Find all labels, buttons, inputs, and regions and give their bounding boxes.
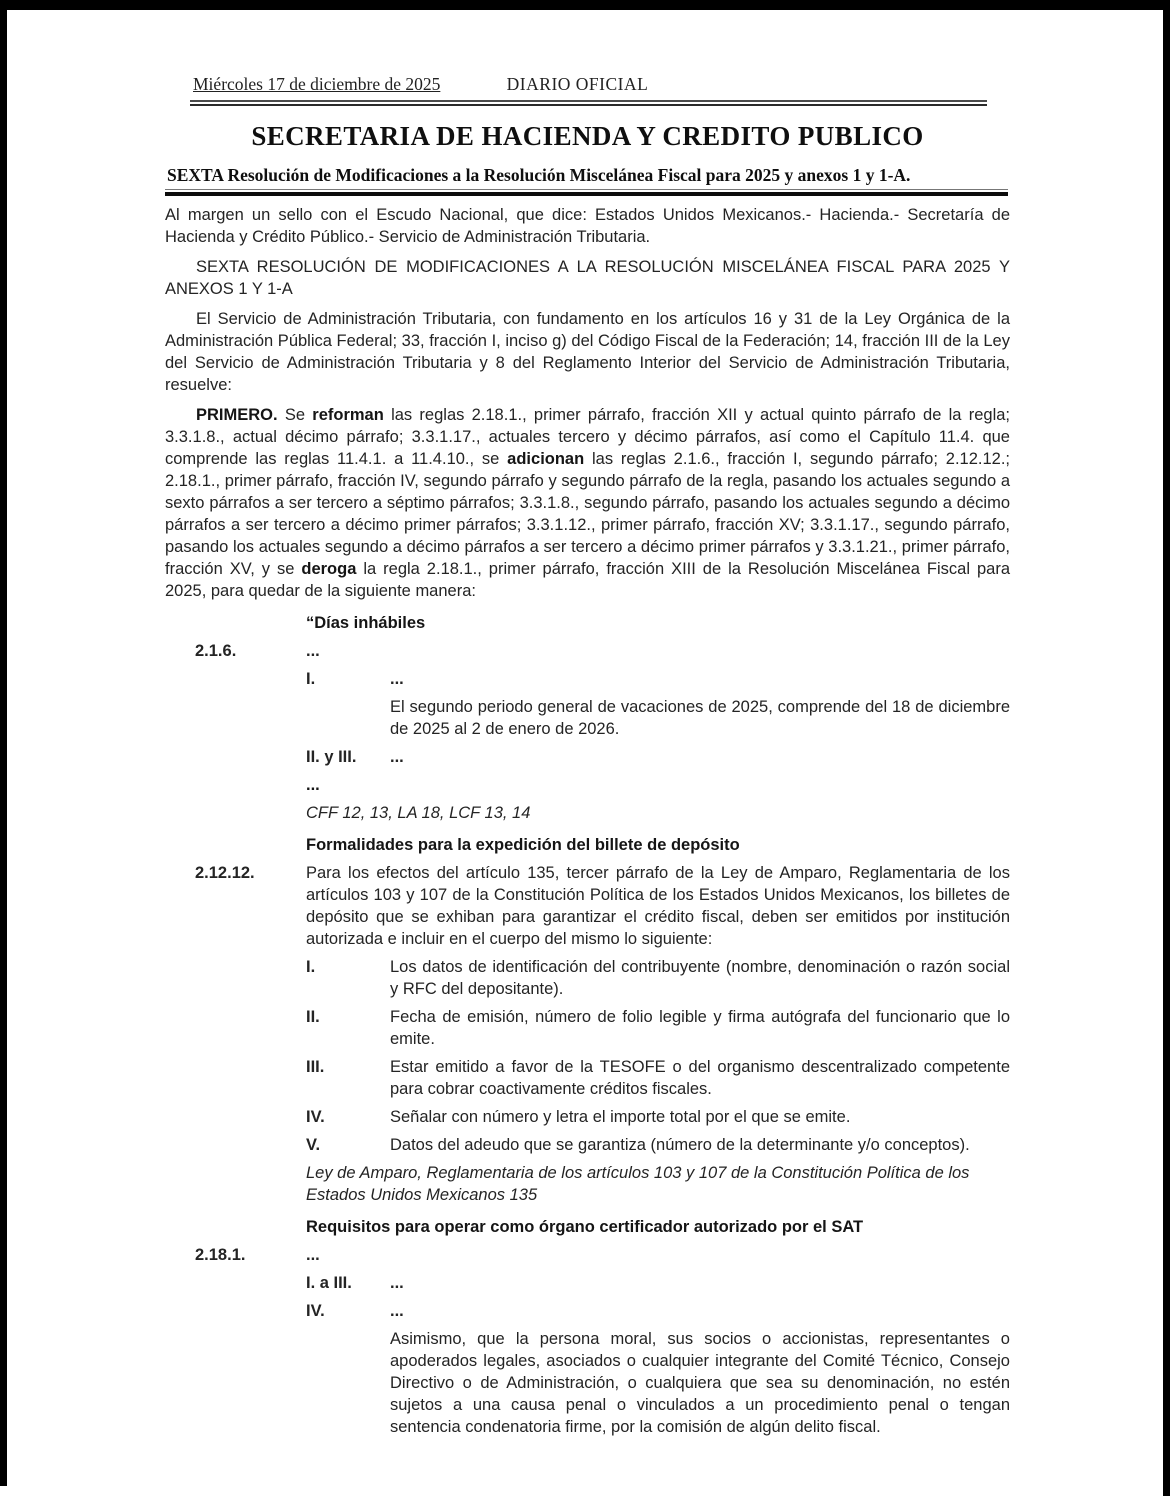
fraction-text: Estar emitido a favor de la TESOFE o del organismo descentralizado competente para cobrar coactivamente créditos fiscales.: [390, 1058, 1010, 1098]
fraction-text: Los datos de identificación del contribuyente (nombre, denominación o razón social y RFC del depositante).: [390, 958, 1010, 998]
text-segment: las reglas 2.18.1., primer párrafo, fracción XII y actual quinto párrafo de la regla; 3.3.1.8., actual décimo párrafo; 3.3.1.17., actuales tercero y décimo párrafos, así como el Capítulo 11.4. que comprende las reglas 11.4.1. a 11.4.10., se: [165, 406, 1010, 468]
vacation-paragraph: El segundo periodo general de vacaciones de 2025, comprende del 18 de diciembre de 2025 al 2 de enero de 2026.: [390, 698, 1010, 738]
fraction-item-row: [195, 1056, 1010, 1100]
rule-row-21212: [195, 862, 1010, 950]
text-segment: la regla 2.18.1., primer párrafo, fracción XIII de la Resolución Miscelánea Fiscal para 2025, para quedar de la siguiente manera:: [165, 560, 1010, 600]
fraction-row-i: [195, 668, 1010, 690]
ellipsis: ...: [390, 1302, 404, 1320]
fraction-label: IV.: [306, 1302, 325, 1320]
fraction-label: I. a III.: [306, 1274, 352, 1292]
legal-ref-row-cff: [195, 802, 1010, 824]
running-header: [165, 74, 1010, 98]
fraction-item-row: [195, 956, 1010, 1000]
page-content: [165, 0, 1010, 1438]
scan-border-right: [1163, 0, 1170, 1496]
fraction-row-i-iii: [195, 1272, 1010, 1294]
fraction-text: Señalar con número y letra el importe total por el que se emite.: [390, 1108, 851, 1126]
fraction-label: III.: [306, 1058, 325, 1076]
page-title: SECRETARIA DE HACIENDA Y CREDITO PUBLICO: [251, 121, 924, 151]
rule-body-text: Para los efectos del artículo 135, tercer párrafo de la Ley de Amparo, Reglamentaria de los artículos 103 y 107 de la Constitución Política de los Estados Unidos Mexicanos, los billetes de depósito que se exhiban para garantizar el crédito fiscal, deben ser emitidos por institución autorizada e incluir en el cuerpo del mismo lo siguiente:: [306, 864, 1010, 948]
ellipsis: ...: [390, 670, 404, 688]
rule-number: 2.1.6.: [195, 642, 237, 660]
legal-reference: CFF 12, 13, LA 18, LCF 13, 14: [306, 804, 531, 822]
masthead: DIARIO OFICIAL: [506, 74, 649, 94]
ellipsis: ...: [306, 642, 320, 660]
issue-date: Miércoles 17 de diciembre de 2025: [193, 74, 441, 94]
text-segment: reforman: [312, 406, 384, 424]
resolution-caps-paragraph: SEXTA RESOLUCIÓN DE MODIFICACIONES A LA RESOLUCIÓN MISCELÁNEA FISCAL PARA 2025 Y ANEXOS 1 Y 1-A: [165, 258, 1010, 298]
section-heading-formalidades: Formalidades para la expedición del billete de depósito: [306, 836, 740, 854]
fraction-item-row: [195, 1134, 1010, 1156]
margin-note-paragraph: Al margen un sello con el Escudo Nacional, que dice: Estados Unidos Mexicanos.- Hacienda.- Secretaría de Hacienda y Crédito Público.- Servicio de Administración Tributaria.: [165, 206, 1010, 246]
vacation-paragraph-row: [195, 696, 1010, 740]
ellipsis: ...: [306, 776, 320, 794]
legal-ref-row-amparo: [195, 1162, 1010, 1206]
section-heading-row: [195, 612, 1010, 634]
scan-border-left: [0, 0, 7, 1486]
fraction-item-row: [195, 1106, 1010, 1128]
section-heading-dias: “Días inhábiles: [306, 614, 426, 632]
asimismo-paragraph: Asimismo, que la persona moral, sus socios o accionistas, representantes o apoderados legales, asociados o cualquier integrante del Comité Técnico, Consejo Directivo o de Administración, o cualquiera que sea su denominación, no estén sujetos a una causa penal o vinculados a un procedimiento penal o tengan sentencia condenatoria firme, por la comisión de algún delito fiscal.: [390, 1330, 1010, 1436]
text-segment: las reglas 2.1.6., fracción I, segundo párrafo; 2.12.12.; 2.18.1., primer párrafo, fracción IV, segundo párrafo y segundo párrafo de la regla, pasando los actuales segundo a sexto párrafos a ser tercero a séptimo párrafos; 3.3.1.8., segundo párrafo, pasando los actuales segundo a décimo párrafos a ser tercero a décimo primer párrafos; 3.3.1.12., primer párrafo, fracción XV; 3.3.1.17., segundo párrafo, pasando los actuales segundo a décimo párrafos a ser tercero a décimo primer párrafos y 3.3.1.21., primer párrafo, fracción XV, y se: [165, 450, 1010, 578]
fraction-label: II. y III.: [306, 748, 357, 766]
primero-paragraph: [165, 404, 1010, 602]
section-heading-row: [195, 1216, 1010, 1238]
section-heading-row: [195, 834, 1010, 856]
fraction-text: Datos del adeudo que se garantiza (número de la determinante y/o conceptos).: [390, 1136, 970, 1154]
doc-subtitle: SEXTA Resolución de Modificaciones a la Resolución Miscelánea Fiscal para 2025 y anexos 1 y 1-A.: [167, 165, 911, 185]
text-segment: Se: [277, 406, 313, 424]
rules-section: [165, 612, 1010, 1438]
asimismo-paragraph-row: [195, 1328, 1010, 1438]
ellipsis: ...: [390, 748, 404, 766]
fraction-text: Fecha de emisión, número de folio legible y firma autógrafa del funcionario que lo emite.: [390, 1008, 1010, 1048]
rule-number: 2.12.12.: [195, 864, 255, 882]
ellipsis: ...: [390, 1274, 404, 1292]
fraction-label: I.: [306, 958, 316, 976]
fraction-label: IV.: [306, 1108, 325, 1126]
ellipsis: ...: [306, 1246, 320, 1264]
rule-number: 2.18.1.: [195, 1246, 246, 1264]
fraction-item-row: [195, 1006, 1010, 1050]
text-segment: PRIMERO.: [196, 406, 278, 424]
legal-reference: Ley de Amparo, Reglamentaria de los artículos 103 y 107 de la Constitución Política de los Estados Unidos Mexicanos 135: [306, 1164, 970, 1204]
fraction-label: I.: [306, 670, 316, 688]
fraction-label: II.: [306, 1008, 320, 1026]
lone-ellipsis-row: [195, 774, 1010, 796]
header-rule: [190, 100, 987, 106]
subtitle-rule: [165, 189, 1008, 196]
rule-row-216: [195, 640, 1010, 662]
section-heading-requisitos: Requisitos para operar como órgano certificador autorizado por el SAT: [306, 1218, 864, 1236]
text-segment: deroga: [301, 560, 357, 578]
text-segment: adicionan: [507, 450, 585, 468]
fraction-row-iv: [195, 1300, 1010, 1322]
legal-basis-paragraph: El Servicio de Administración Tributaria, con fundamento en los artículos 16 y 31 de la Ley Orgánica de la Administración Pública Federal; 33, fracción I, inciso g) del Código Fiscal de la Federación; 14, fracción III de la Ley del Servicio de Administración Tributaria y 8 del Reglamento Interior del Servicio de Administración Tributaria, resuelve:: [165, 310, 1010, 394]
fraction-row-ii-iii: [195, 746, 1010, 768]
rule-row-2181: [195, 1244, 1010, 1266]
fraction-label: V.: [306, 1136, 321, 1154]
